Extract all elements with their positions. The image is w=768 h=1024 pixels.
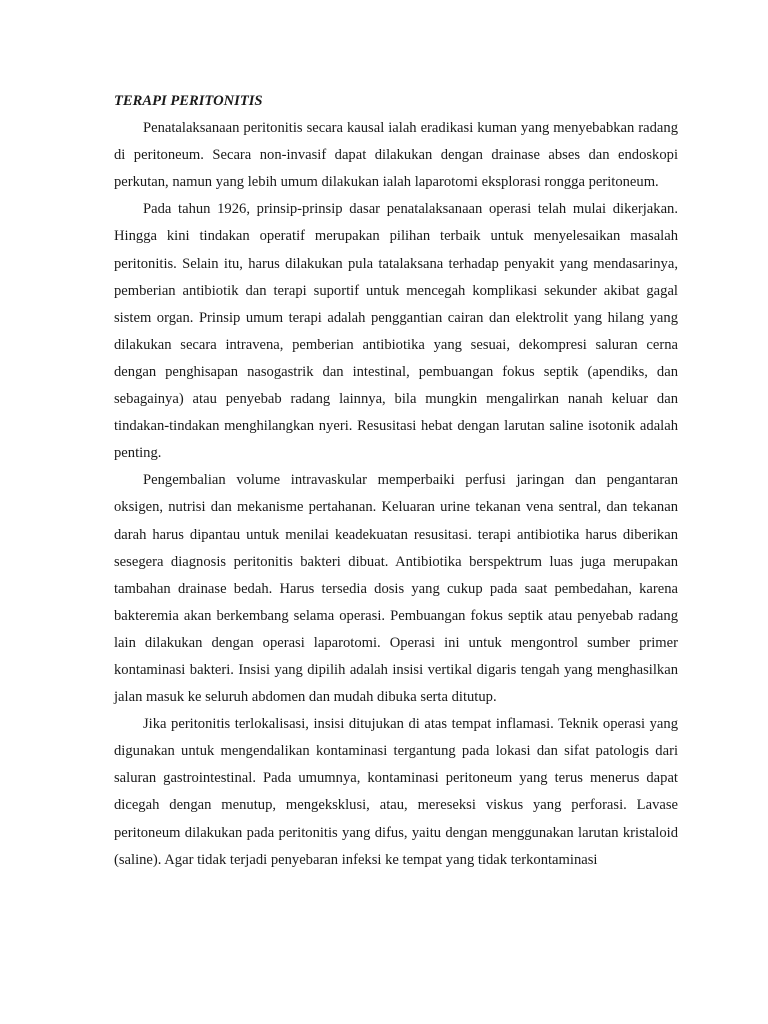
- document-body: [114, 88, 678, 874]
- section-heading: TERAPI PERITONITIS: [114, 93, 263, 109]
- paragraph-1: Penatalaksanaan peritonitis secara kausal ialah eradikasi kuman yang menyebabkan radang di peritoneum. Secara non-invasif dapat dilakukan dengan drainase abses dan endoskopi perkutan, namun yang lebih umum dilakukan ialah laparotomi eksplorasi rongga peritoneum.: [114, 120, 678, 191]
- paragraph-4: Jika peritonitis terlokalisasi, insisi ditujukan di atas tempat inflamasi. Teknik operasi yang digunakan untuk mengendalikan kontaminasi tergantung pada lokasi dan sifat patologis dari saluran gastrointestinal. Pada umumnya, kontaminasi peritoneum yang terus menerus dapat dicegah dengan menutup, mengeksklusi, atau, mereseksi viskus yang perforasi. Lavase peritoneum dilakukan pada peritonitis yang difus, yaitu dengan menggunakan larutan kristaloid (saline). Agar tidak terjadi penyebaran infeksi ke tempat yang tidak terkontaminasi: [114, 716, 678, 868]
- paragraph-3: Pengembalian volume intravaskular memperbaiki perfusi jaringan dan pengantaran oksigen, nutrisi dan mekanisme pertahanan. Keluaran urine tekanan vena sentral, dan tekanan darah harus dipantau untuk menilai keadekuatan resusitasi. terapi antibiotika harus diberikan sesegera diagnosis peritonitis bakteri dibuat. Antibiotika berspektrum luas juga merupakan tambahan drainase bedah. Harus tersedia dosis yang cukup pada saat pembedahan, karena bakteremia akan berkembang selama operasi. Pembuangan fokus septik atau penyebab radang lain dilakukan dengan operasi laparotomi. Operasi ini untuk mengontrol sumber primer kontaminasi bakteri. Insisi yang dipilih adalah insisi vertikal digaris tengah yang menghasilkan jalan masuk ke seluruh abdomen dan mudah dibuka serta ditutup.: [114, 472, 678, 706]
- paragraph-2: Pada tahun 1926, prinsip-prinsip dasar penatalaksanaan operasi telah mulai dikerjakan. Hingga kini tindakan operatif merupakan pilihan terbaik untuk menyelesaikan masalah peritonitis. Selain itu, harus dilakukan pula tatalaksana terhadap penyakit yang mendasarinya, pemberian antibiotik dan terapi suportif untuk mencegah komplikasi sekunder akibat gagal sistem organ. Prinsip umum terapi adalah penggantian cairan dan elektrolit yang hilang yang dilakukan secara intravena, pemberian antibiotika yang sesuai, dekompresi saluran cerna dengan penghisapan nasogastrik dan intestinal, pembuangan fokus septik (apendiks, dan sebagainya) atau penyebab radang lainnya, bila mungkin mengalirkan nanah keluar dan tindakan-tindakan menghilangkan nyeri. Resusitasi hebat dengan larutan saline isotonik adalah penting.: [114, 201, 678, 462]
